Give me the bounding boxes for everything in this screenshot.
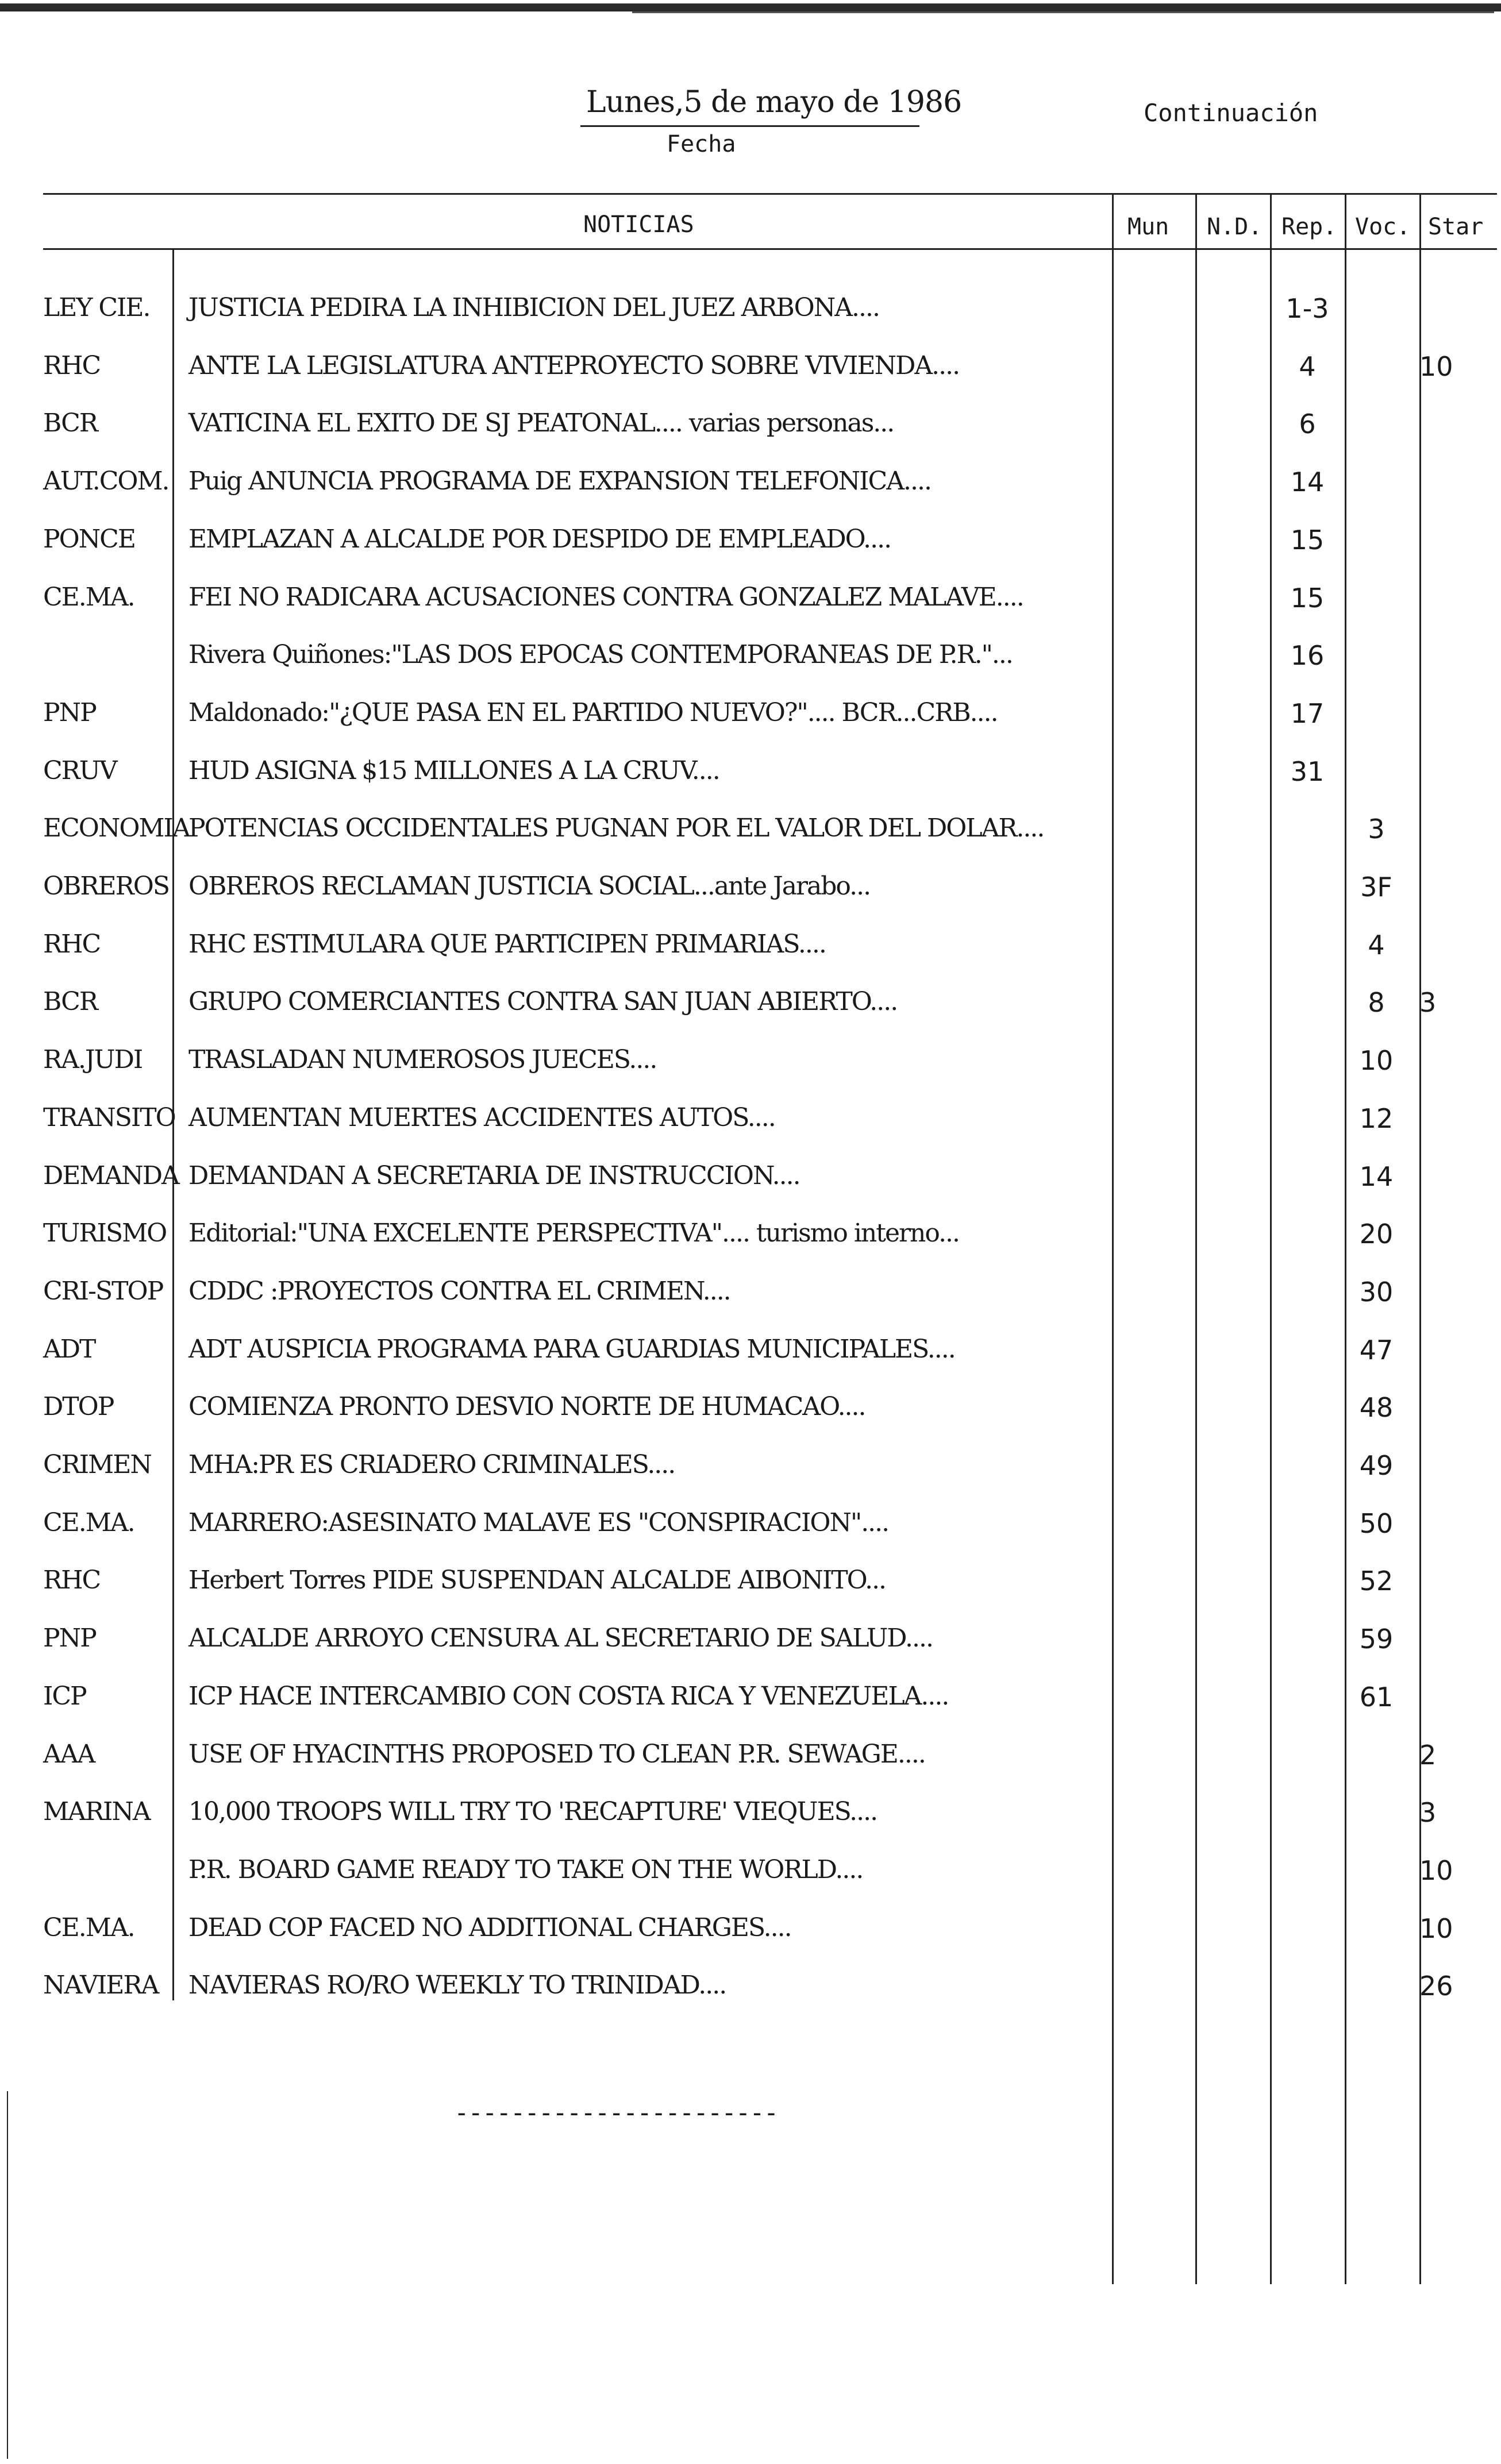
row-voc-page: 3F xyxy=(1360,872,1392,903)
row-rep-page: 1-3 xyxy=(1286,293,1329,324)
row-headline: ADT AUSPICIA PROGRAMA PARA GUARDIAS MUNICIPALES.... xyxy=(188,1335,955,1364)
row-section: ICP xyxy=(43,1682,86,1711)
row-voc-page: 14 xyxy=(1359,1161,1394,1192)
row-voc-page: 10 xyxy=(1359,1045,1394,1076)
row-voc-page: 12 xyxy=(1359,1103,1394,1134)
row-voc-page: 61 xyxy=(1359,1682,1394,1713)
row-section: LEY CIE. xyxy=(43,293,150,322)
row-star-page: 26 xyxy=(1419,1971,1453,2002)
row-headline: Herbert Torres PIDE SUSPENDAN ALCALDE AIBONITO... xyxy=(188,1565,886,1595)
row-headline: NAVIERAS RO/RO WEEKLY TO TRINIDAD.... xyxy=(188,1971,726,2000)
row-star-page: 3 xyxy=(1419,987,1437,1018)
row-rep-page: 17 xyxy=(1290,698,1325,729)
row-voc-page: 47 xyxy=(1359,1335,1394,1366)
row-section: PONCE xyxy=(43,525,135,554)
row-section: NAVIERA xyxy=(43,1971,159,2000)
row-section: DTOP xyxy=(43,1392,114,1421)
row-section: PNP xyxy=(43,1624,96,1653)
row-headline: RHC ESTIMULARA QUE PARTICIPEN PRIMARIAS.... xyxy=(188,930,826,959)
row-section: TURISMO xyxy=(43,1218,167,1248)
table-top-rule xyxy=(43,193,1497,195)
row-headline: P.R. BOARD GAME READY TO TAKE ON THE WORLD.... xyxy=(188,1855,863,1884)
row-rep-page: 4 xyxy=(1299,351,1316,382)
row-rep-page: 14 xyxy=(1290,466,1325,498)
report-date: Lunes,5 de mayo de 1986 xyxy=(586,85,962,119)
row-headline: GRUPO COMERCIANTES CONTRA SAN JUAN ABIERTO.... xyxy=(188,987,898,1016)
top-border-secondary xyxy=(632,11,1494,13)
row-voc-page: 48 xyxy=(1359,1392,1394,1423)
row-section: MARINA xyxy=(43,1797,150,1826)
row-section: RHC xyxy=(43,930,101,959)
row-headline: JUSTICIA PEDIRA LA INHIBICION DEL JUEZ ARBONA.... xyxy=(188,293,879,322)
row-voc-page: 59 xyxy=(1359,1624,1394,1655)
row-headline: DEMANDAN A SECRETARIA DE INSTRUCCION.... xyxy=(188,1161,800,1190)
row-headline: Editorial:"UNA EXCELENTE PERSPECTIVA".... turismo interno... xyxy=(188,1218,960,1248)
row-section: RHC xyxy=(43,351,101,380)
column-divider-rep xyxy=(1270,193,1272,2284)
header-noticias: NOTICIAS xyxy=(583,211,694,238)
row-section: BCR xyxy=(43,987,97,1016)
header-nd: N.D. xyxy=(1207,214,1263,240)
row-headline: FEI NO RADICARA ACUSACIONES CONTRA GONZALEZ MALAVE.... xyxy=(188,583,1023,612)
continuation-label: Continuación xyxy=(1144,99,1318,127)
date-underline xyxy=(580,125,919,127)
row-voc-page: 4 xyxy=(1368,930,1385,961)
row-section: AUT.COM. xyxy=(43,466,169,496)
table-header-rule xyxy=(43,248,1497,250)
row-section: CE.MA. xyxy=(43,583,134,612)
row-headline: ALCALDE ARROYO CENSURA AL SECRETARIO DE SALUD.... xyxy=(188,1624,933,1653)
end-rule: ----------------------- xyxy=(454,2098,778,2127)
row-headline: COMIENZA PRONTO DESVIO NORTE DE HUMACAO.... xyxy=(188,1392,865,1421)
row-section: CE.MA. xyxy=(43,1508,134,1537)
row-headline: AUMENTAN MUERTES ACCIDENTES AUTOS.... xyxy=(188,1103,775,1132)
header-mun: Mun xyxy=(1127,214,1169,240)
row-section: BCR xyxy=(43,408,97,438)
row-headline: CDDC :PROYECTOS CONTRA EL CRIMEN.... xyxy=(188,1277,730,1306)
row-star-page: 3 xyxy=(1419,1797,1437,1828)
row-section: CRI-STOP xyxy=(43,1277,163,1306)
row-section: ECONOMIA xyxy=(43,813,190,843)
row-headline: Rivera Quiñones:"LAS DOS EPOCAS CONTEMPORANEAS DE P.R."... xyxy=(188,640,1013,669)
row-rep-page: 31 xyxy=(1290,756,1325,787)
row-voc-page: 20 xyxy=(1359,1218,1394,1250)
row-voc-page: 52 xyxy=(1359,1565,1394,1597)
row-section: OBREROS xyxy=(43,872,169,901)
row-headline: VATICINA EL EXITO DE SJ PEATONAL.... varias personas... xyxy=(188,408,894,438)
row-star-page: 10 xyxy=(1419,351,1453,382)
row-section: TRANSITO xyxy=(43,1103,175,1132)
row-star-page: 10 xyxy=(1419,1913,1453,1944)
row-section: CRUV xyxy=(43,756,117,785)
row-section: RHC xyxy=(43,1565,101,1595)
row-rep-page: 15 xyxy=(1290,583,1325,614)
row-headline: HUD ASIGNA $15 MILLONES A LA CRUV.... xyxy=(188,756,719,785)
row-headline: ICP HACE INTERCAMBIO CON COSTA RICA Y VENEZUELA.... xyxy=(188,1682,949,1711)
row-headline: MARRERO:ASESINATO MALAVE ES "CONSPIRACION".... xyxy=(188,1508,889,1537)
left-margin-mark xyxy=(7,2091,8,2459)
row-star-page: 10 xyxy=(1419,1855,1453,1886)
row-headline: ANTE LA LEGISLATURA ANTEPROYECTO SOBRE VIVIENDA.... xyxy=(188,351,960,380)
column-divider-nd xyxy=(1195,193,1197,2284)
row-voc-page: 8 xyxy=(1368,987,1385,1018)
top-border xyxy=(0,3,1501,11)
row-headline: EMPLAZAN A ALCALDE POR DESPIDO DE EMPLEADO.... xyxy=(188,525,891,554)
row-headline: OBREROS RECLAMAN JUSTICIA SOCIAL...ante Jarabo... xyxy=(188,872,871,901)
header-star: Star xyxy=(1428,214,1484,240)
row-section: ADT xyxy=(43,1335,95,1364)
row-section: DEMANDA xyxy=(43,1161,179,1190)
row-section: AAA xyxy=(43,1740,95,1769)
row-headline: MHA:PR ES CRIADERO CRIMINALES.... xyxy=(188,1450,675,1479)
row-headline: Maldonado:"¿QUE PASA EN EL PARTIDO NUEVO?".... BCR...CRB.... xyxy=(188,698,998,727)
row-voc-page: 3 xyxy=(1368,813,1385,845)
row-headline: USE OF HYACINTHS PROPOSED TO CLEAN P.R. SEWAGE.... xyxy=(188,1740,925,1769)
row-headline: TRASLADAN NUMEROSOS JUECES.... xyxy=(188,1045,657,1074)
column-divider-mun xyxy=(1112,193,1114,2284)
row-headline: DEAD COP FACED NO ADDITIONAL CHARGES.... xyxy=(188,1913,791,1942)
row-headline: 10,000 TROOPS WILL TRY TO 'RECAPTURE' VIEQUES.... xyxy=(188,1797,877,1826)
row-rep-page: 6 xyxy=(1299,408,1316,439)
row-rep-page: 15 xyxy=(1290,525,1325,556)
row-rep-page: 16 xyxy=(1290,640,1325,671)
row-section: RA.JUDI xyxy=(43,1045,143,1074)
row-star-page: 2 xyxy=(1419,1740,1437,1771)
row-voc-page: 49 xyxy=(1359,1450,1394,1481)
row-headline: POTENCIAS OCCIDENTALES PUGNAN POR EL VALOR DEL DOLAR.... xyxy=(188,813,1044,843)
header-rep: Rep. xyxy=(1281,214,1337,240)
row-voc-page: 30 xyxy=(1359,1277,1394,1308)
fecha-label: Fecha xyxy=(667,131,736,157)
row-section: CE.MA. xyxy=(43,1913,134,1942)
row-voc-page: 50 xyxy=(1359,1508,1394,1539)
row-section: PNP xyxy=(43,698,96,727)
header-voc: Voc. xyxy=(1355,214,1411,240)
row-headline: Puig ANUNCIA PROGRAMA DE EXPANSION TELEFONICA.... xyxy=(188,466,931,496)
row-section: CRIMEN xyxy=(43,1450,151,1479)
